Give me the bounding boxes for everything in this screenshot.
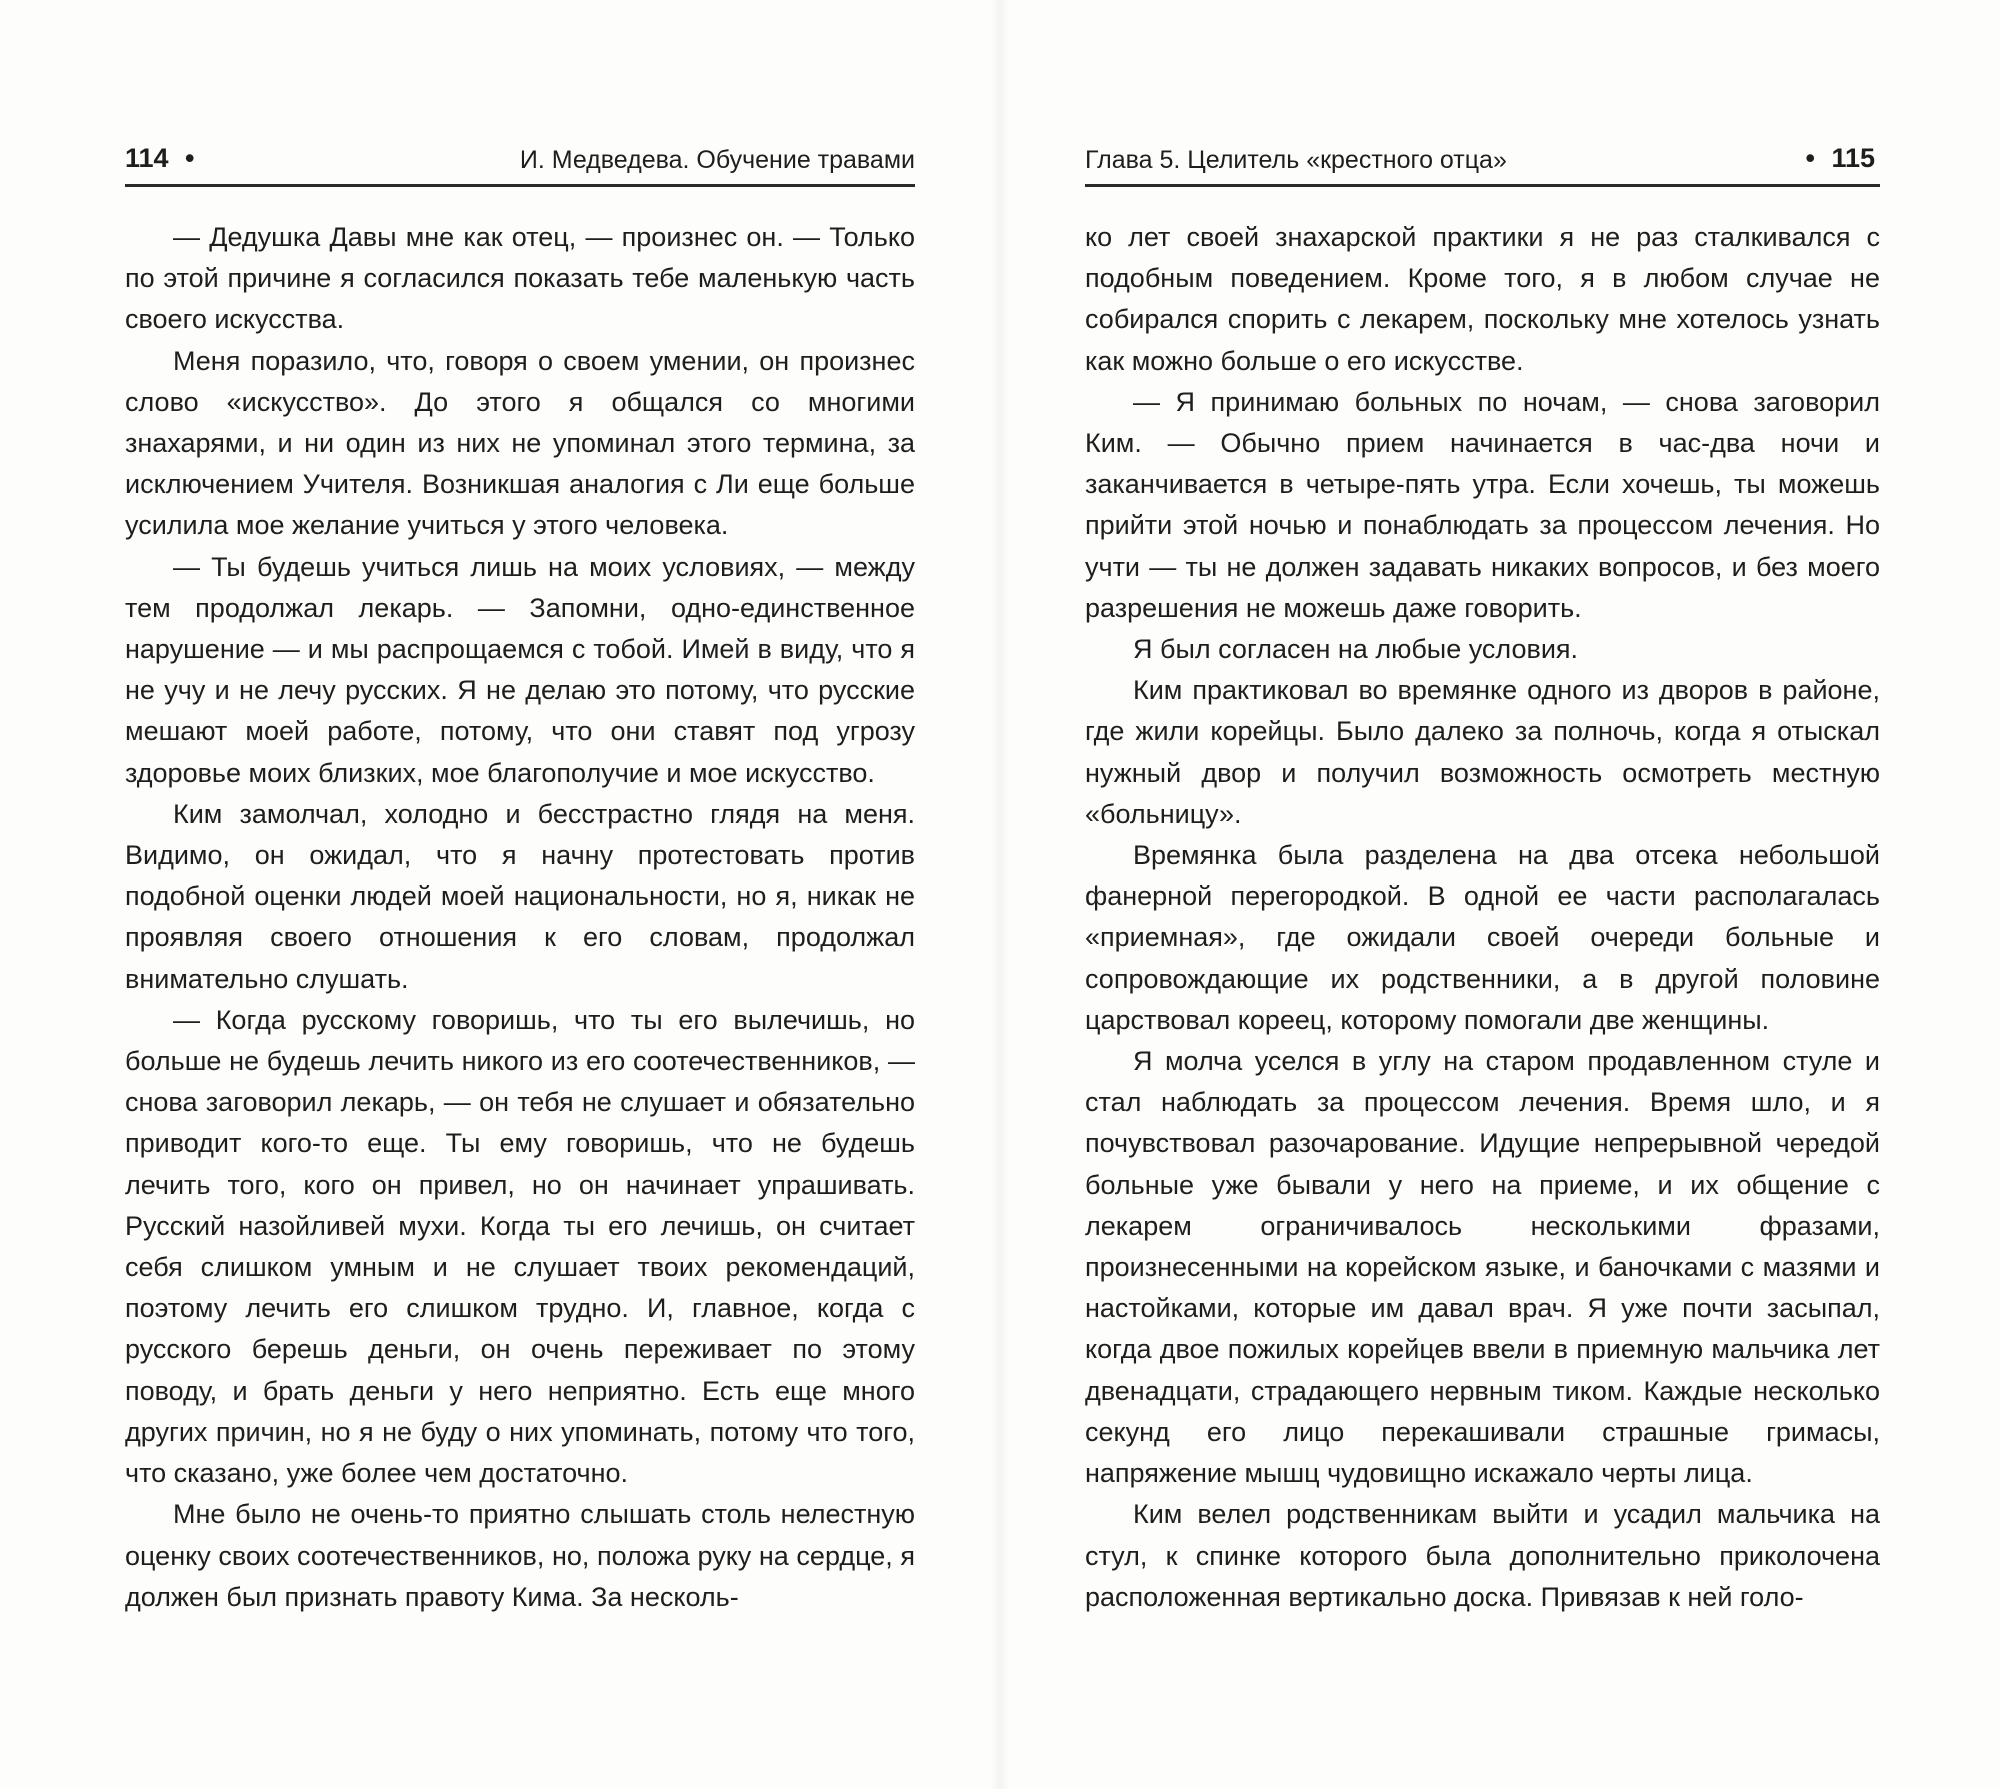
paragraph: Я был согласен на любые условия. — [1133, 634, 1579, 665]
paragraph: — Дедушка Давы мне как отец, — произнес он. — Только по этой причине я согласился показать тебе маленькую часть своего искусства. — [125, 222, 915, 335]
header-rule-right — [1085, 184, 1880, 187]
paragraph: — Ты будешь учиться лишь на моих условиях, — между тем продолжал лекарь. — Запомни, одно-единственное нарушение — и мы распрощаемся с тобой. Имей в виду, что я не учу и не лечу русских. Я не делаю это потому, что русские мешают моей работе, потому, что они ставят под угрозу здоровье моих близких, мое благополучие и мое искусство. — [125, 551, 915, 788]
bullet-right: • — [1805, 143, 1815, 173]
paragraph: Времянка была разделена на два отсека небольшой фанерной перегородкой. В одной ее части располагалась «приемная», где ожидали своей очереди больные и сопровождающие их родственники, а в другой половине царствовал кореец, которому помогали две женщины. — [1085, 840, 1880, 1035]
paragraph: — Я принимаю больных по ночам, — снова заговорил Ким. — Обычно прием начинается в час-два ночи и заканчивается в четыре-пять утра. Если хочешь, ты можешь прийти этой ночью и понаблюдать за процессом лечения. Но учти — ты не должен задавать никаких вопросов, и без моего разрешения не можешь даже говорить. — [1085, 386, 1880, 623]
paragraph: Мне было не очень-то приятно слышать столь нелестную оценку своих соотечественников, но, положа руку на сердце, я должен был признать правоту Кима. За несколь- — [125, 1499, 915, 1612]
chapter-title: Глава 5. Целитель «крестного отца» — [1085, 146, 1507, 174]
header-rule-left — [125, 184, 915, 187]
running-head-left — [125, 138, 915, 178]
paragraph: — Когда русскому говоришь, что ты его вылечишь, но больше не будешь лечить никого из его соотечественников, — снова заговорил лекарь, — он тебя не слушает и обязательно приводит кого-то еще. Ты ему говоришь, что не будешь лечить того, кого он привел, но он начинает упрашивать. Русский назойливей мухи. Когда ты его лечишь, он считает себя слишком умным и не слушает твоих рекомендаций, поэтому лечить его слишком трудно. И, главное, когда с русского берешь деньги, он очень переживает по этому поводу, и брать деньги у него неприятно. Есть еще много других причин, но я не буду о них упоминать, потому что того, что сказано, уже более чем достаточно. — [125, 1004, 915, 1489]
page-number-left: 114 — [125, 143, 169, 173]
paragraph: Меня поразило, что, говоря о своем умении, он произнес слово «искусство». До этого я общался со многими знахарями, и ни один из них не упоминал этого термина, за исключением Учителя. Возникшая аналогия с Ли еще больше усилила мое желание учиться у этого человека. — [125, 345, 915, 541]
paragraph: Ким велел родственникам выйти и усадил мальчика на стул, к спинке которого была дополнительно приколочена расположенная вертикально доска. Привязав к ней голо- — [1085, 1499, 1880, 1612]
page-number-right: 115 — [1831, 143, 1875, 173]
body-text-left — [125, 217, 915, 1618]
bullet-left: • — [185, 143, 195, 173]
running-head-right — [1085, 138, 1875, 178]
paragraph: Ким практиковал во времянке одного из дворов в районе, где жили корейцы. Было далеко за полночь, когда я отыскал нужный двор и получил возможность осмотреть местную «больницу». — [1085, 675, 1880, 829]
body-text-right — [1085, 217, 1880, 1618]
paragraph: Ким замолчал, холодно и бесстрастно глядя на меня. Видимо, он ожидал, что я начну протестовать против подобной оценки людей моей национальности, но я, никак не проявляя своего отношения к его словам, продолжал внимательно слушать. — [125, 798, 915, 994]
right-page — [1000, 0, 2000, 1789]
paragraph: Я молча уселся в углу на старом продавленном стуле и стал наблюдать за процессом лечения. Время шло, и я почувствовал разочарование. Идущие непрерывной чередой больные уже бывали у него на приеме, и их общение с лекарем ограничивалось несколькими фразами, произнесенными на корейском языке, и баночками с мазями и настойками, которые им давал врач. Я уже почти засыпал, когда двое пожилых корейцев ввели в приемную мальчика лет двенадцати, страдающего нервным тиком. Каждые несколько секунд его лицо перекашивали страшные гримасы, напряжение мышц чудовищно искажало черты лица. — [1085, 1046, 1880, 1489]
paragraph: ко лет своей знахарской практики я не раз сталкивался с подобным поведением. Кроме того, я в любом случае не собирался спорить с лекарем, поскольку мне хотелось узнать как можно больше о его искусстве. — [1085, 222, 1880, 376]
book-title: И. Медведева. Обучение травами — [519, 146, 915, 174]
